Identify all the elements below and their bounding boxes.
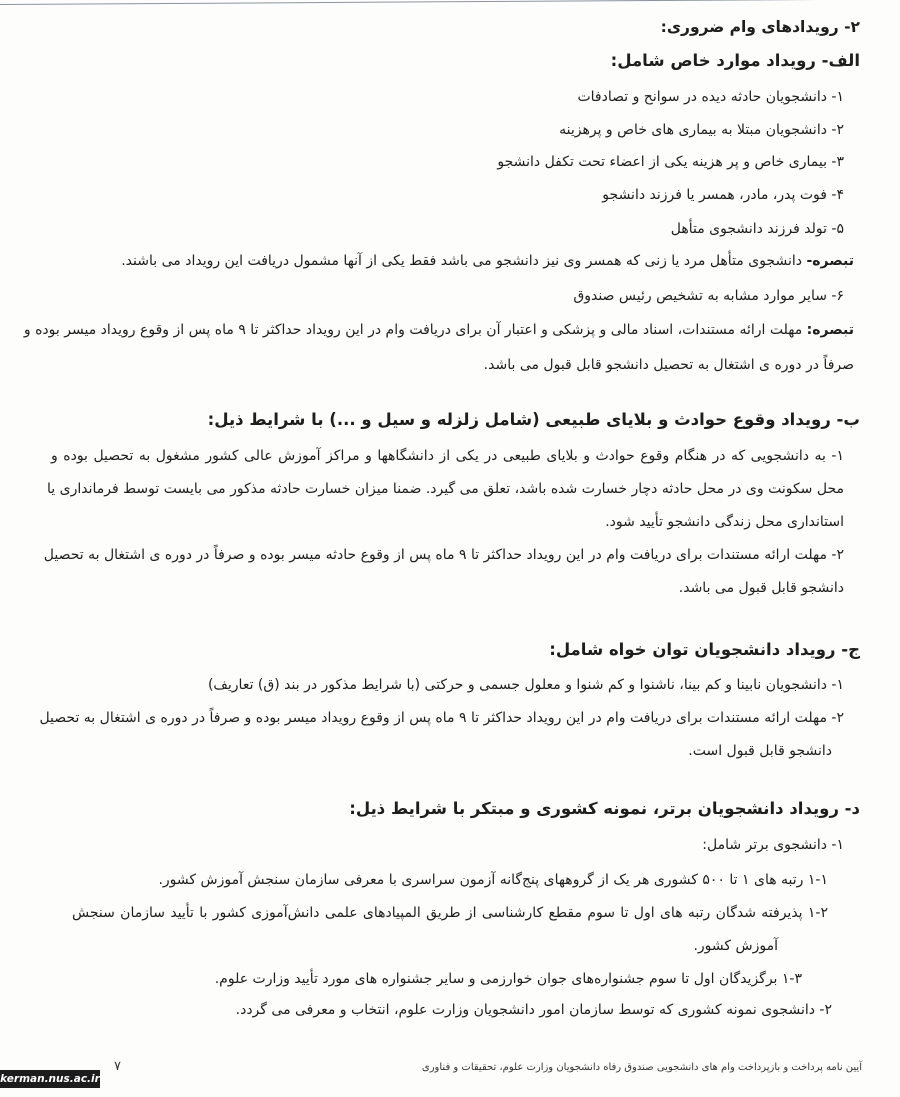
top-border-line	[0, 0, 900, 15]
part-c-item-1: ۱- دانشجویان نابینا و کم بینا، ناشنوا و کم شنوا و معلول جسمی و حرکتی (با شرایط مذکور در بند (ق) تعاریف)	[207, 677, 844, 693]
part-b-item-2-line-2: دانشجو قابل قبول می باشد.	[678, 580, 844, 596]
note-label: تبصره-	[806, 253, 854, 269]
part-b-item-1-line-2: محل سکونت وی در محل حادثه دچار خسارت شده باشد، تعلق می گیرد. ضمنا میزان خسارت حادثه مذکور می بایست توسط فرمانداری یا	[47, 481, 844, 497]
part-c-item-2-line-1: ۲- مهلت ارائه مستندات برای دریافت وام در این رویداد حداکثر تا ۹ ماه پس از وقوع رویداد میسر بوده و صرفاً در دوره ی اشتغال به تحصیل	[39, 710, 844, 726]
part-b-item-1-line-3: استانداری محل زندگی دانشجو تأیید شود.	[605, 514, 844, 530]
part-b-item-2-line-1: ۲- مهلت ارائه مستندات برای دریافت وام در این رویداد حداکثر تا ۹ ماه پس از وقوع حادثه میسر بوده و صرفاً در دوره ی اشتغال به تحصیل	[43, 547, 844, 563]
site-logo: kerman.nus.ac.ir	[0, 1070, 100, 1088]
part-a-item-3: ۳- بیماری خاص و پر هزینه یکی از اعضاء تحت تکفل دانشجو	[497, 154, 844, 170]
part-c-title: ج- رویداد دانشجویان توان خواه شامل:	[549, 640, 860, 659]
part-d-sub-item-2-line-1: ۱-۲ پذیرفته شدگان رتبه های اول تا سوم مقطع کارشناسی از طریق المپیادهای علمی دانش‌آموزی کشور با تأیید سازمان سنجش	[72, 905, 828, 921]
part-d-sub-item-3: ۱-۳ برگزیدگان اول تا سوم جشنواره‌های جوان خوارزمی و سایر جشنواره های مورد تأیید وزارت علوم.	[214, 971, 802, 987]
part-d-item-2: ۲- دانشجوی نمونه کشوری که توسط سازمان امور دانشجویان وزارت علوم، انتخاب و معرفی می گردد.	[235, 1002, 832, 1018]
note-text: مهلت ارائه مستندات، اسناد مالی و پزشکی و اعتبار آن برای دریافت وام در این رویداد حداکثر تا ۹ ماه پس از وقوع رویداد میسر بوده و	[23, 322, 807, 338]
part-a-item-5: ۵- تولد فرزند دانشجوی متأهل	[670, 221, 844, 237]
part-a-note-1	[121, 251, 854, 271]
part-d-sub-item-1: ۱-۱ رتبه های ۱ تا ۵۰۰ کشوری هر یک از گروههای پنج‌گانه آزمون سراسری با معرفی سازمان سنجش آموزش کشور.	[158, 872, 828, 888]
section-title: ۲- رویدادهای وام ضروری:	[660, 18, 860, 36]
part-a-title: الف- رویداد موارد خاص شامل:	[610, 51, 860, 70]
note-text: دانشجوی متأهل مرد یا زنی که همسر وی نیز دانشجو می باشد فقط یکی از آنها مشمول دریافت این رویداد می باشند.	[121, 253, 807, 269]
part-b-title: ب- رویداد وقوع حوادث و بلایای طبیعی (شامل زلزله و سیل و ...) با شرایط ذیل:	[207, 410, 860, 429]
part-d-item-1: ۱- دانشجوی برتر شامل:	[702, 837, 844, 853]
part-c-item-2-line-2: دانشجو قابل قبول است.	[688, 743, 832, 759]
part-d-sub-item-2-line-2: آموزش کشور.	[693, 938, 778, 954]
part-a-item-1: ۱- دانشجویان حادثه دیده در سوانح و تصادفات	[577, 89, 844, 105]
part-a-note-2-line-2: صرفاً در دوره ی اشتغال به تحصیل دانشجو قابل قبول می باشد.	[483, 357, 854, 373]
part-a-note-2-line-1	[23, 320, 854, 340]
part-a-item-2: ۲- دانشجویان مبتلا به بیماری های خاص و پرهزینه	[559, 122, 844, 138]
page-number: ۷	[114, 1059, 121, 1074]
part-d-title: د- رویداد دانشجویان برتر، نمونه کشوری و مبتکر با شرایط ذیل:	[349, 799, 860, 818]
part-b-item-1-line-1: ۱- به دانشجویی که در هنگام وقوع حوادث و بلایای طبیعی در یکی از دانشگاهها و مراکز آموزش عالی کشور مشغول به تحصیل بوده و	[51, 448, 844, 464]
footer-text: آیین نامه پرداخت و بازپرداخت وام های دانشجویی صندوق رفاه دانشجویان وزارت علوم، تحقیقات و فناوری	[421, 1062, 862, 1073]
part-a-item-6: ۶- سایر موارد مشابه به تشخیص رئیس صندوق	[573, 288, 844, 304]
note-label: تبصره:	[806, 322, 854, 338]
part-a-item-4: ۴- فوت پدر، مادر، همسر یا فرزند دانشجو	[602, 187, 844, 203]
